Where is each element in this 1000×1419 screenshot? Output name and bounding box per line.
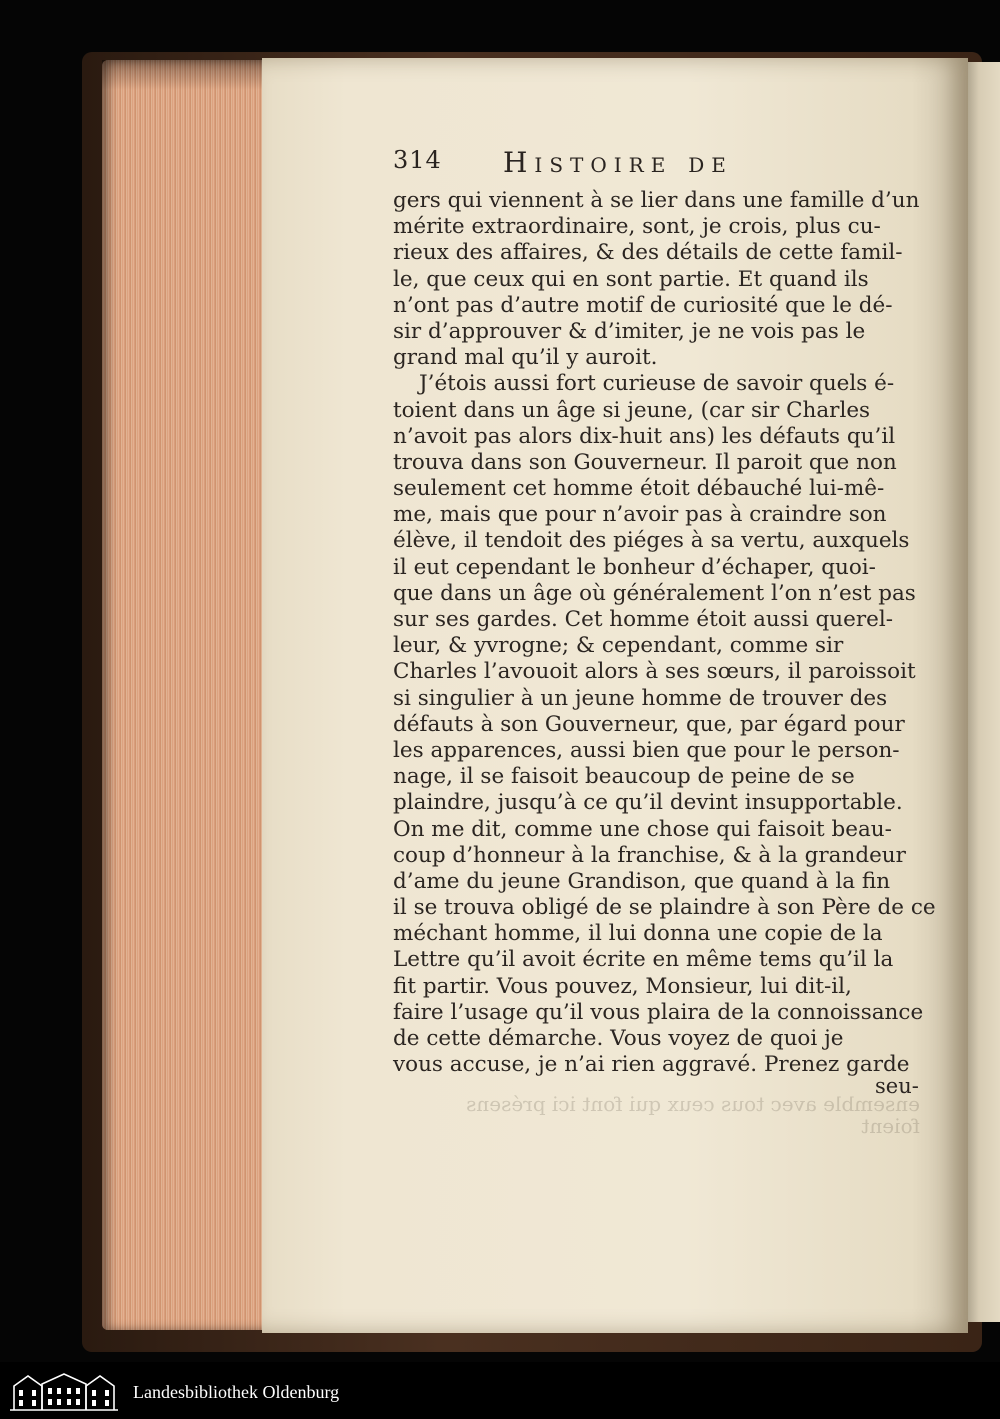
text-line: Lettre qu’il avoit écrite en même tems qu’il la [393, 947, 894, 973]
text-line: n’avoit pas alors dix-huit ans) les défauts qu’il [393, 423, 896, 449]
page-block-edge [102, 60, 270, 1330]
text-line: leur, & yvrogne; & cependant, comme sir [393, 633, 844, 659]
text-line: méchant homme, il lui donna une copie de la [393, 921, 883, 947]
text-line: mérite extraordinaire, sont, je crois, plus cu- [393, 214, 881, 240]
text-line: grand mal qu’il y auroit. [393, 345, 658, 371]
text-line: nage, il se faisoit beaucoup de peine de se [393, 764, 855, 790]
text-line: J’étois aussi fort curieuse de savoir quels é- [419, 371, 895, 397]
library-name: Landesbibliothek Oldenburg [133, 1382, 340, 1402]
text-line: de cette démarche. Vous voyez de quoi je [393, 1026, 844, 1051]
running-title: Histoire de [503, 146, 733, 179]
text-line: fit partir. Vous pouvez, Monsieur, lui dit-il, [393, 973, 852, 999]
text-line: toient dans un âge si jeune, (car sir Charles [393, 397, 871, 423]
text-line: Charles l’avouoit alors à ses sœurs, il paroissoit [393, 659, 916, 685]
text-line: il se trouva obligé de se plaindre à son Père de ce [393, 895, 936, 921]
running-head [393, 146, 923, 186]
text-line: défauts à son Gouverneur, que, par égard pour [393, 711, 905, 737]
text-line: n’ont pas d’autre motif de curiosité que le dé- [393, 292, 893, 318]
show-through-text: ensemble avec tous ceux qui font ici présens foient [466, 1092, 920, 1138]
text-line: sur ses gardes. Cet homme étoit aussi querel- [393, 607, 894, 632]
footer-bar [0, 1362, 1000, 1419]
text-line: rieux des affaires, & des détails de cette famil- [393, 240, 903, 266]
text-line: plaindre, jusqu’à ce qu’il devint insupportable. [393, 790, 903, 816]
text-line: d’ame du jeune Grandison, que quand à la fin [393, 868, 891, 894]
catchword: seu- [875, 1074, 919, 1098]
text-line: si singulier à un jeune homme de trouver des [393, 685, 888, 711]
text-line: seulement cet homme étoit débauché lui-mê- [393, 476, 885, 502]
text-line: gers qui viennent à se lier dans une famille d’un [393, 188, 920, 213]
text-line: les apparences, aussi bien que pour le person- [393, 737, 900, 763]
right-page-edge [965, 62, 1000, 1322]
text-line: il eut cependant le bonheur d’échaper, quoi- [393, 554, 876, 580]
page-text [393, 188, 936, 1078]
text-line: élève, il tendoit des piéges à sa vertu, auxquels [393, 528, 910, 554]
page-number: 314 [393, 146, 442, 174]
text-line: trouva dans son Gouverneur. Il paroit que non [393, 449, 897, 475]
text-line: On me dit, comme une chose qui faisoit beau- [393, 816, 892, 842]
library-logo-icon [8, 1370, 120, 1412]
text-line: sir d’approuver & d’imiter, je ne vois pas le [393, 318, 866, 344]
text-line: faire l’usage qu’il vous plaira de la connoissance [393, 999, 924, 1025]
text-line: vous accuse, je n’ai rien aggravé. Prenez garde [393, 1052, 910, 1078]
text-line: me, mais que pour n’avoir pas à craindre son [393, 502, 887, 528]
text-line: le, que ceux qui en sont partie. Et quand ils [393, 266, 869, 292]
text-line: que dans un âge où généralement l’on n’est pas [393, 580, 916, 606]
page-edge-shadow [102, 60, 270, 90]
text-line: coup d’honneur à la franchise, & à la grandeur [393, 842, 906, 868]
